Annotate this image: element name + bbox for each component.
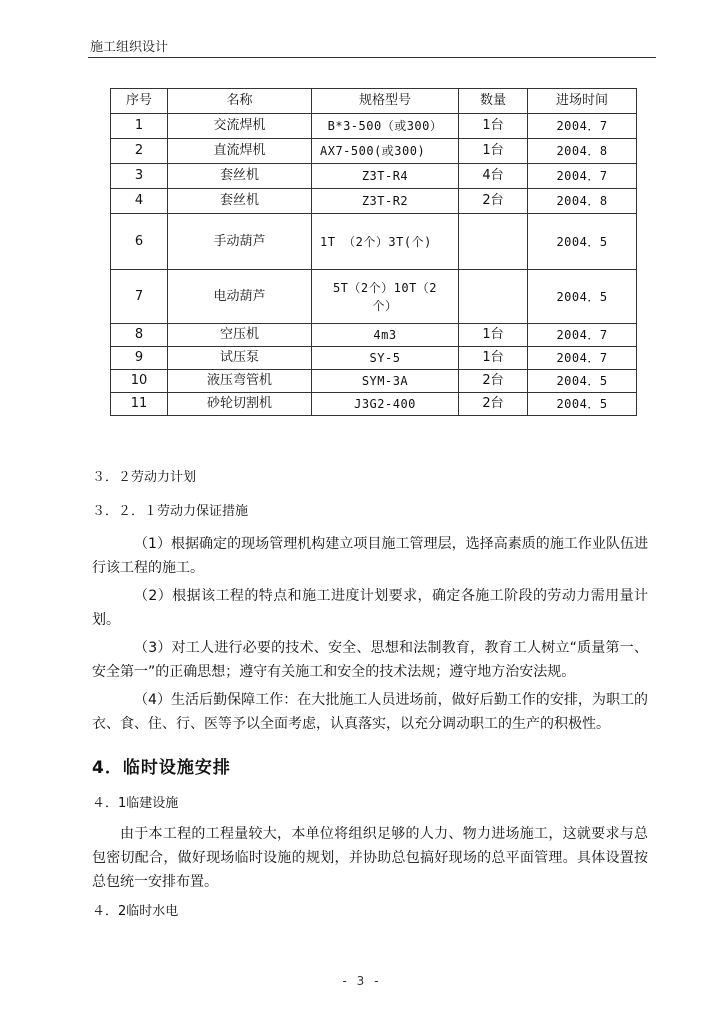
cell-no: 6	[111, 214, 168, 270]
cell-qty: 1台	[459, 139, 528, 164]
page-number: - 3 -	[342, 974, 382, 988]
cell-date: 2004．7	[528, 164, 637, 189]
cell-spec: AX7-500(或300)	[312, 139, 459, 164]
cell-qty: 1台	[459, 347, 528, 370]
cell-qty: 2台	[459, 370, 528, 393]
paragraph-1: （1）根据确定的现场管理机构建立项目施工管理层，选择高素质的施工作业队伍进行该工程的施工。	[92, 536, 648, 576]
column-header: 进场时间	[528, 89, 637, 114]
equipment-table	[110, 88, 637, 416]
paragraph-2: （2）根据该工程的特点和施工进度计划要求，确定各施工阶段的劳动力需用量计划。	[92, 588, 648, 628]
table-row	[111, 347, 637, 370]
column-header: 序号	[111, 89, 168, 114]
paragraph-5: 由于本工程的工程量较大，本单位将组织足够的人力、物力进场施工，这就要求与总包密切配合，做好现场临时设施的规划，并协助总包搞好现场的总平面管理。具体设置按总包统一安排布置。	[92, 826, 648, 890]
table-row	[111, 370, 637, 393]
cell-name: 直流焊机	[168, 139, 312, 164]
table-row	[111, 214, 637, 270]
cell-no: 7	[111, 270, 168, 324]
cell-spec: 1T （2个）3T(个)	[312, 214, 459, 270]
cell-qty: 1台	[459, 324, 528, 347]
cell-spec: 4m3	[312, 324, 459, 347]
table-header-row	[111, 89, 637, 114]
cell-qty	[459, 214, 528, 270]
cell-qty: 1台	[459, 114, 528, 139]
cell-qty: 2台	[459, 189, 528, 214]
section-heading-3-2: ３．２劳动力计划	[92, 470, 197, 485]
cell-date: 2004．5	[528, 393, 637, 416]
cell-name: 空压机	[168, 324, 312, 347]
header-divider	[88, 57, 656, 58]
cell-name: 砂轮切割机	[168, 393, 312, 416]
cell-spec: 5T（2个）10T（2个）	[312, 270, 459, 324]
paragraph-3: （3）对工人进行必要的技术、安全、思想和法制教育，教育工人树立“质量第一、安全第一”的正确思想；遵守有关施工和安全的技术法规；遵守地方治安法规。	[92, 640, 648, 680]
cell-spec: Z3T-R4	[312, 164, 459, 189]
cell-name: 电动葫芦	[168, 270, 312, 324]
section-heading-3-2-1: ３．２．１劳动力保证措施	[92, 504, 249, 519]
table-row	[111, 139, 637, 164]
cell-qty: 2台	[459, 393, 528, 416]
table-row	[111, 270, 637, 324]
column-header: 数量	[459, 89, 528, 114]
table-row	[111, 393, 637, 416]
cell-spec: J3G2-400	[312, 393, 459, 416]
cell-qty: 4台	[459, 164, 528, 189]
cell-name: 套丝机	[168, 189, 312, 214]
cell-name: 试压泵	[168, 347, 312, 370]
cell-date: 2004．5	[528, 370, 637, 393]
table-row	[111, 189, 637, 214]
column-header: 规格型号	[312, 89, 459, 114]
cell-no: 1	[111, 114, 168, 139]
cell-date: 2004．7	[528, 114, 637, 139]
cell-name: 液压弯管机	[168, 370, 312, 393]
cell-date: 2004．8	[528, 139, 637, 164]
cell-spec: SYM-3A	[312, 370, 459, 393]
cell-no: 3	[111, 164, 168, 189]
cell-date: 2004．7	[528, 347, 637, 370]
cell-spec: SY-5	[312, 347, 459, 370]
cell-spec: Z3T-R2	[312, 189, 459, 214]
cell-name: 套丝机	[168, 164, 312, 189]
section-heading-4-2: ４．2临时水电	[92, 904, 179, 919]
cell-no: 11	[111, 393, 168, 416]
cell-no: 10	[111, 370, 168, 393]
cell-no: 9	[111, 347, 168, 370]
cell-no: 4	[111, 189, 168, 214]
page-header-title: 施工组织设计	[90, 40, 169, 55]
cell-name: 交流焊机	[168, 114, 312, 139]
table-row	[111, 324, 637, 347]
cell-spec: B*3-500（或300）	[312, 114, 459, 139]
cell-date: 2004．5	[528, 270, 637, 324]
cell-no: 8	[111, 324, 168, 347]
cell-date: 2004．7	[528, 324, 637, 347]
paragraph-4: （4）生活后勤保障工作：在大批施工人员进场前，做好后勤工作的安排，为职工的衣、食、住、行、医等予以全面考虑，认真落实，以充分调动职工的生产的积极性。	[92, 692, 648, 732]
cell-qty	[459, 270, 528, 324]
table-row	[111, 114, 637, 139]
section-heading-4-1: ４．1临建设施	[92, 796, 179, 811]
column-header: 名称	[168, 89, 312, 114]
cell-date: 2004．8	[528, 189, 637, 214]
cell-name: 手动葫芦	[168, 214, 312, 270]
cell-no: 2	[111, 139, 168, 164]
major-heading-4: 4．临时设施安排	[92, 758, 231, 778]
cell-date: 2004．5	[528, 214, 637, 270]
table-row	[111, 164, 637, 189]
